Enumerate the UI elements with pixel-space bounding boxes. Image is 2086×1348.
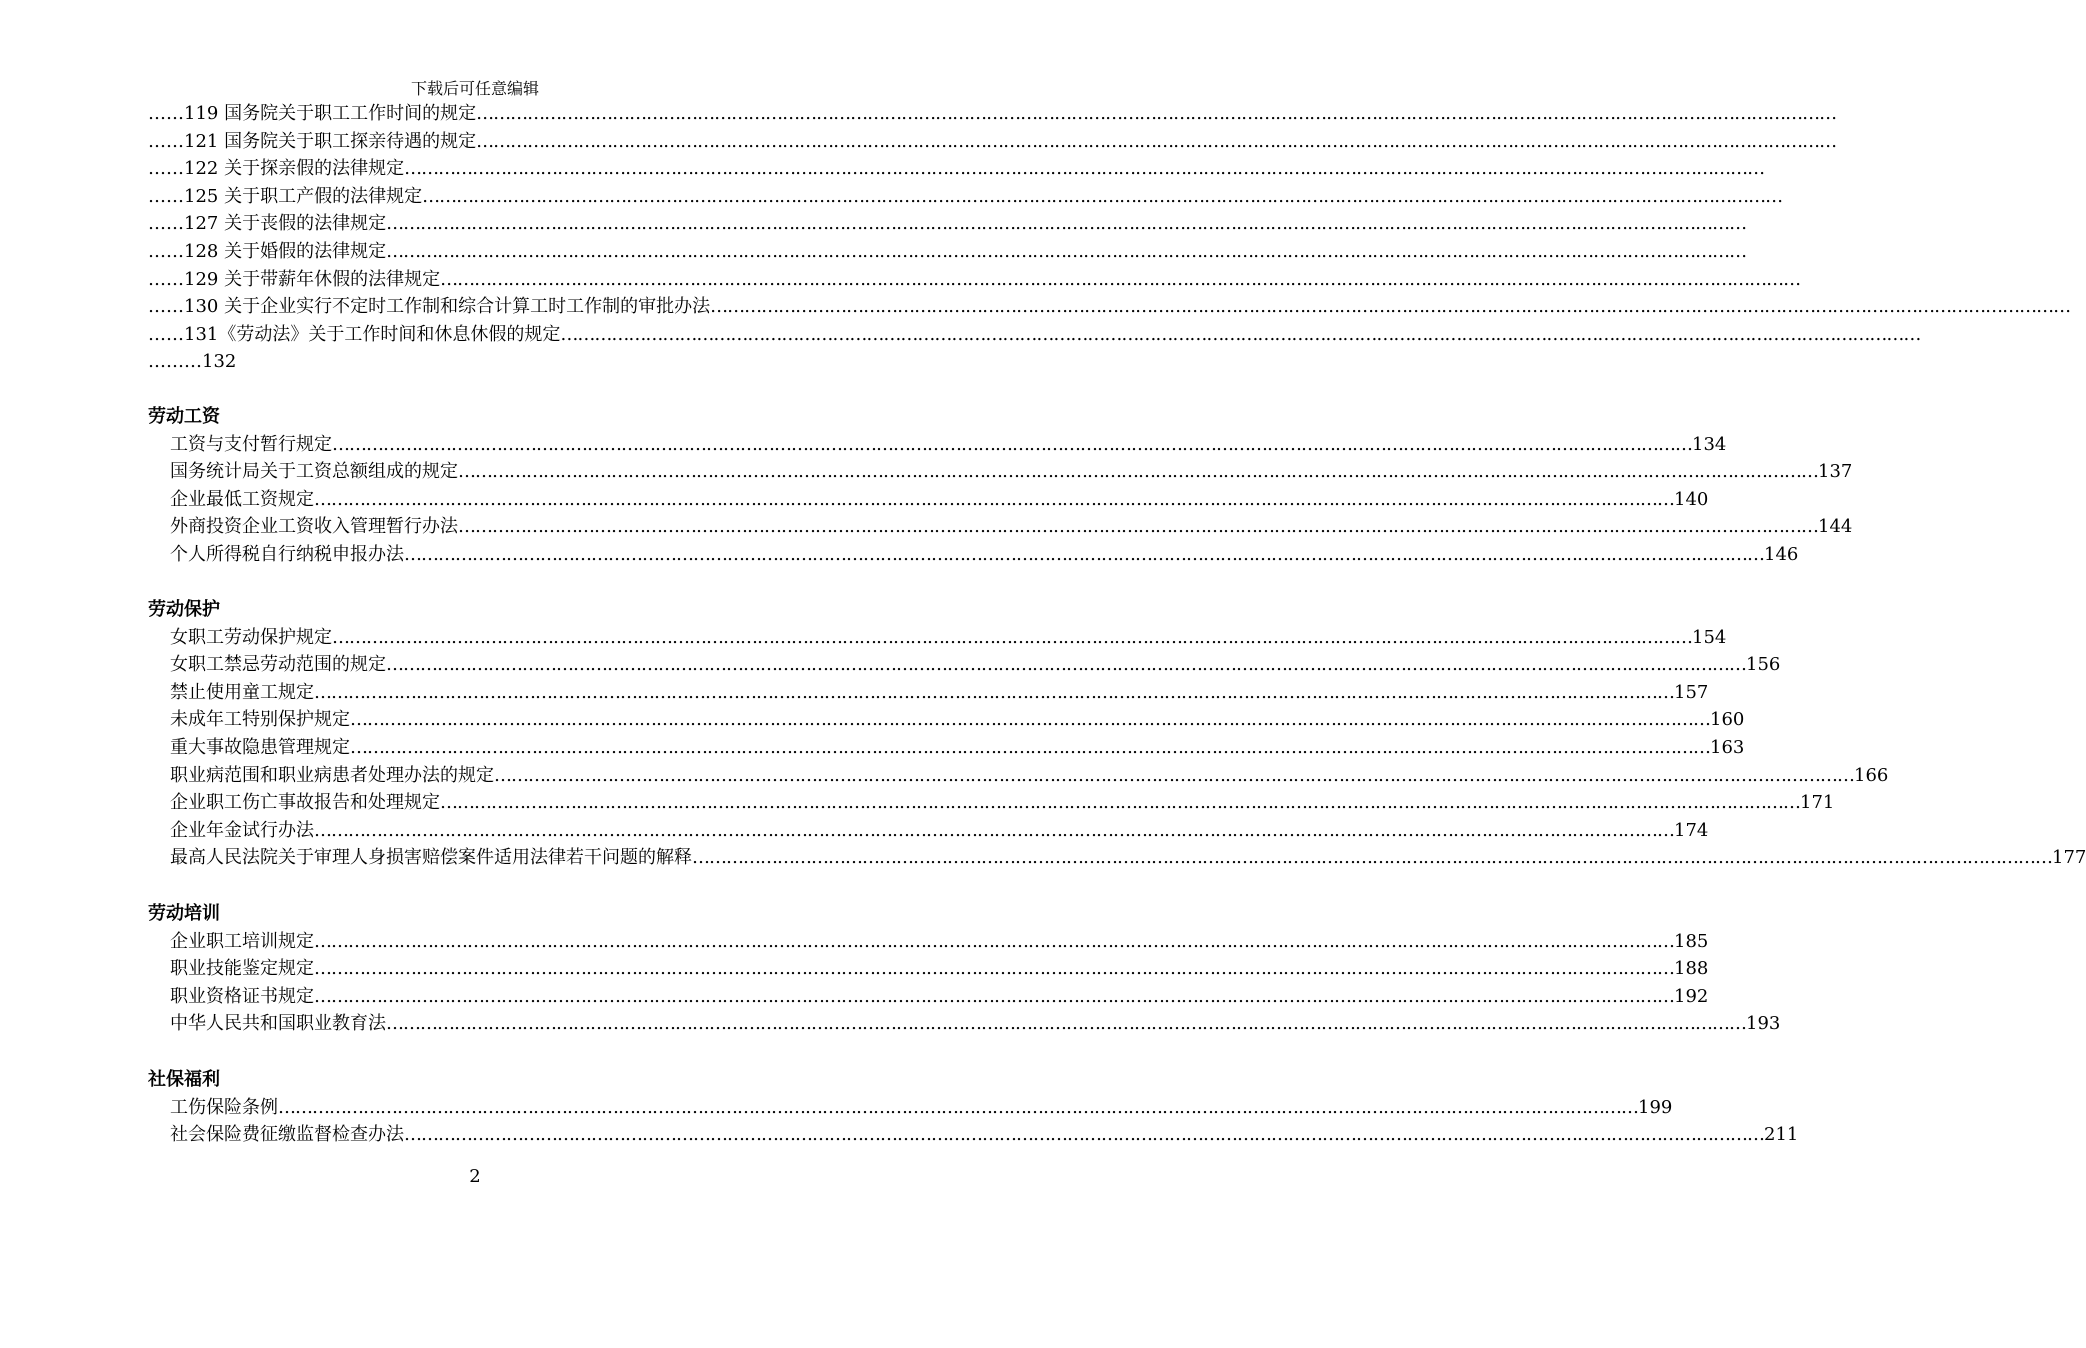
dot-leader: …………………………………………………………………………………………………………………………………………………………………………………………………………………… (404, 158, 1765, 180)
toc-page-number: 163 (1710, 736, 1745, 758)
toc-entry[interactable] (148, 513, 1853, 541)
dot-leader: …………………………………………………………………………………………………………………………………………………………………………………………………………………… (458, 461, 1818, 483)
dot-leader: …………………………………………………………………………………………………………………………………………………………………………………………………………………… (494, 764, 1854, 786)
dot-leader: …………………………………………………………………………………………………………………………………………………………………………………………………………………… (404, 543, 1764, 565)
toc-section-training (148, 900, 1781, 1038)
toc-page-number: 188 (1674, 958, 1709, 980)
toc-page-number: 160 (1710, 709, 1745, 731)
toc-section-social-security (148, 1066, 1799, 1149)
toc-entry-title: 125 关于职工产假的法律规定 (184, 185, 423, 207)
dot-leader: …………………………………………………………………………………………………………………………………………………………………………………………………………………… (350, 709, 1710, 731)
toc-entry-title: 127 关于丧假的法律规定 (184, 213, 387, 235)
dot-leader: …………………………………………………………………………………………………………………………………………………………………………………………………………………… (314, 958, 1674, 980)
toc-entry-title: 职业资格证书规定 (170, 985, 314, 1007)
toc-entry[interactable] (148, 762, 1889, 790)
toc-page-number: 177 (2052, 847, 2086, 869)
toc-continuation-row[interactable] (148, 321, 1921, 349)
toc-entry[interactable] (148, 789, 1835, 817)
toc-entry[interactable] (148, 458, 1853, 486)
toc-page-number: 171 (1800, 792, 1835, 814)
dot-leader: …………………………………………………………………………………………………………………………………………………………………………………………………………………… (692, 847, 2052, 869)
toc-page-number: 192 (1674, 985, 1709, 1007)
toc-entry-title: 119 国务院关于职工工作时间的规定 (184, 103, 477, 124)
dot-leader: …………………………………………………………………………………………………………………………………………………………………………………………………………………… (386, 213, 1747, 235)
toc-section-labor-protection (148, 596, 2086, 872)
toc-entry[interactable] (148, 983, 1709, 1011)
dot-leader: …………………………………………………………………………………………………………………………………………………………………………………………………………………… (332, 626, 1692, 648)
page-header: 下载后可任意编辑 (410, 79, 539, 98)
toc-entry-title: 中华人民共和国职业教育法 (170, 1013, 386, 1035)
toc-continuation (148, 100, 2071, 376)
toc-page-number: 137 (1818, 461, 1853, 483)
toc-entry-title: 工伤保险条例 (170, 1096, 278, 1118)
toc-page-number: 134 (1692, 433, 1727, 455)
toc-entry[interactable] (148, 486, 1709, 514)
toc-entry[interactable] (148, 706, 1745, 734)
dot-leader: …………………………………………………………………………………………………………………………………………………………………………………………………………………… (710, 296, 2071, 318)
toc-page-number: 140 (1674, 488, 1709, 510)
dot-leader: …………………………………………………………………………………………………………………………………………………………………………………………………………………… (314, 930, 1674, 952)
dot-leader: …………………………………………………………………………………………………………………………………………………………………………………………………………………… (278, 1096, 1638, 1118)
leader-prefix: …… (148, 240, 184, 262)
section-title: 劳动工资 (148, 406, 220, 427)
toc-entry[interactable] (148, 955, 1709, 983)
dot-leader: …………………………………………………………………………………………………………………………………………………………………………………………………………………… (314, 681, 1674, 703)
dot-leader: …………………………………………………………………………………………………………………………………………………………………………………………………………………… (476, 130, 1837, 152)
toc-continuation-row[interactable] (148, 155, 1765, 183)
toc-entry-title: 工资与支付暂行规定 (170, 433, 332, 455)
leader-prefix: …… (148, 213, 184, 235)
toc-entry-title: 122 关于探亲假的法律规定 (184, 158, 405, 180)
dot-leader: …………………………………………………………………………………………………………………………………………………………………………………………………………………… (560, 323, 1921, 345)
toc-entry[interactable] (148, 624, 1727, 652)
leader-prefix: …… (148, 103, 184, 124)
dot-leader: …………………………………………………………………………………………………………………………………………………………………………………………………………………… (386, 654, 1746, 676)
toc-page-number: 146 (1764, 543, 1799, 565)
dot-leader: …………………………………………………………………………………………………………………………………………………………………………………………………………………… (386, 1013, 1746, 1035)
leader-prefix: …… (148, 185, 184, 207)
toc-entry-title: 国务统计局关于工资总额组成的规定 (170, 461, 458, 483)
toc-page-number: 154 (1692, 626, 1727, 648)
toc-entry-title: 129 关于带薪年休假的法律规定 (184, 268, 441, 290)
toc-entry[interactable] (148, 817, 1709, 845)
toc-page-number: 156 (1746, 654, 1781, 676)
toc-page-number: 199 (1638, 1096, 1673, 1118)
toc-entry-title: 130 关于企业实行不定时工作制和综合计算工时工作制的审批办法 (184, 296, 711, 318)
toc-continuation-row[interactable] (148, 128, 1837, 156)
toc-entry-title: 禁止使用童工规定 (170, 681, 314, 703)
leader-prefix: …… (148, 296, 184, 318)
dot-leader: …………………………………………………………………………………………………………………………………………………………………………………………………………………… (386, 240, 1747, 262)
leader-prefix: …… (148, 158, 184, 180)
leader-prefix: …… (148, 268, 184, 290)
toc-entry-title: 职业病范围和职业病患者处理办法的规定 (170, 764, 494, 786)
toc-entry-title: 最高人民法院关于审理人身损害赔偿案件适用法律若干问题的解释 (170, 847, 692, 869)
toc-entry-title: 未成年工特别保护规定 (170, 709, 350, 731)
toc-page-number: 166 (1854, 764, 1889, 786)
toc-entry-title: 女职工禁忌劳动范围的规定 (170, 654, 386, 676)
toc-entry-title: 企业年金试行办法 (170, 819, 314, 841)
toc-entry[interactable] (148, 1094, 1673, 1122)
dot-leader: …………………………………………………………………………………………………………………………………………………………………………………………………………………… (440, 268, 1801, 290)
toc-continuation-row[interactable] (148, 210, 1747, 238)
dot-leader: …………………………………………………………………………………………………………………………………………………………………………………………………………………… (350, 736, 1710, 758)
toc-entry-title: 社会保险费征缴监督检查办法 (170, 1124, 404, 1146)
dot-leader: …………………………………………………………………………………………………………………………………………………………………………………………………………………… (476, 103, 1837, 124)
toc-entry-title: 企业最低工资规定 (170, 488, 314, 510)
toc-page-number: 144 (1818, 516, 1853, 538)
page-number: 2 (469, 1166, 481, 1187)
toc-entry[interactable] (148, 679, 1709, 707)
toc-entry[interactable] (148, 431, 1727, 459)
section-title: 劳动保护 (148, 599, 220, 620)
toc-section-wages (148, 403, 1853, 569)
dot-leader: …………………………………………………………………………………………………………………………………………………………………………………………………………………… (332, 433, 1692, 455)
toc-page-number: 157 (1674, 681, 1709, 703)
leader-prefix: …… (148, 130, 184, 152)
dot-leader: …………………………………………………………………………………………………………………………………………………………………………………………………………………… (314, 819, 1674, 841)
toc-page-number: 211 (1764, 1124, 1799, 1146)
section-title: 社保福利 (148, 1069, 220, 1090)
toc-entry-title: 121 国务院关于职工探亲待遇的规定 (184, 130, 477, 152)
toc-entry[interactable] (148, 844, 2086, 872)
toc-entry[interactable] (148, 651, 1781, 679)
toc-entry[interactable] (148, 734, 1745, 762)
toc-continuation-row[interactable] (148, 100, 1837, 128)
toc-entry-title: 企业职工伤亡事故报告和处理规定 (170, 792, 440, 814)
toc-entry-title: 重大事故隐患管理规定 (170, 736, 350, 758)
toc-continuation-row[interactable] (148, 266, 1801, 294)
toc-continuation-tail[interactable]: ………132 (148, 351, 237, 373)
toc-entry-title: 外商投资企业工资收入管理暂行办法 (170, 516, 458, 538)
toc-page-number: 193 (1746, 1013, 1781, 1035)
dot-leader: …………………………………………………………………………………………………………………………………………………………………………………………………………………… (458, 516, 1818, 538)
toc-entry-title: 女职工劳动保护规定 (170, 626, 332, 648)
dot-leader: …………………………………………………………………………………………………………………………………………………………………………………………………………………… (422, 185, 1783, 207)
toc-entry-title: 个人所得税自行纳税申报办法 (170, 543, 404, 565)
dot-leader: …………………………………………………………………………………………………………………………………………………………………………………………………………………… (440, 792, 1800, 814)
toc-continuation-row[interactable] (148, 238, 1747, 266)
toc-continuation-row[interactable] (148, 293, 2071, 321)
toc-entry-title: 131《劳动法》关于工作时间和休息休假的规定 (184, 323, 561, 345)
dot-leader: …………………………………………………………………………………………………………………………………………………………………………………………………………………… (314, 488, 1674, 510)
dot-leader: …………………………………………………………………………………………………………………………………………………………………………………………………………………… (404, 1124, 1764, 1146)
leader-prefix: …… (148, 323, 184, 345)
toc-entry-title: 企业职工培训规定 (170, 930, 314, 952)
toc-entry-title: 职业技能鉴定规定 (170, 958, 314, 980)
toc-entry[interactable] (148, 541, 1799, 569)
toc-continuation-row[interactable] (148, 183, 1783, 211)
toc-page-number: 174 (1674, 819, 1709, 841)
toc-entry[interactable] (148, 1121, 1799, 1149)
toc-entry[interactable] (148, 928, 1709, 956)
toc-entry[interactable] (148, 1010, 1781, 1038)
section-title: 劳动培训 (148, 903, 220, 924)
toc-page-number: 185 (1674, 930, 1709, 952)
toc-entry-title: 128 关于婚假的法律规定 (184, 240, 387, 262)
dot-leader: …………………………………………………………………………………………………………………………………………………………………………………………………………………… (314, 985, 1674, 1007)
